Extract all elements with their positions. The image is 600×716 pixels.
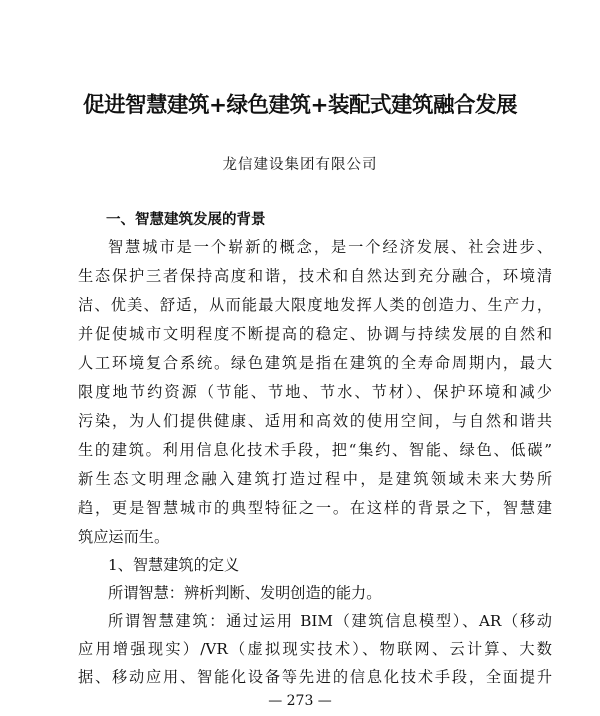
definition-wisdom: 所谓智慧：辨析判断、发明创造的能力。: [108, 584, 382, 602]
paragraph-line: 污染，为人们提供健康、适用和高效的使用空间，与自然和谐共: [78, 412, 552, 430]
paragraph-line: 限度地节约资源（节能、节地、节水、节材）、保护环境和减少: [78, 383, 552, 401]
paragraph-line: 新生态文明理念融入建筑打造过程中，是建筑领域未来大势所: [78, 470, 552, 488]
paragraph-line: 所谓智慧建筑：通过运用 BIM（建筑信息模型）、AR（移动: [108, 612, 552, 630]
paragraph-line: 人工环境复合系统。绿色建筑是指在建筑的全寿命周期内，最大: [78, 354, 552, 372]
subheading-definition: 1、智慧建筑的定义: [108, 556, 240, 574]
paragraph-line: 据、移动应用、智能化设备等先进的信息化技术手段，全面提升: [78, 668, 552, 686]
paragraph-line: 并促使城市文明程度不断提高的稳定、协调与持续发展的自然和: [78, 325, 552, 343]
paragraph-line: 生的建筑。利用信息化技术手段，把“集约、智能、绿色、低碳”: [78, 441, 552, 459]
section-heading: 一、智慧建筑发展的背景: [106, 212, 266, 228]
paragraph-line: 洁、优美、舒适，从而能最大限度地发挥人类的创造力、生产力，: [78, 296, 552, 314]
paragraph-line: 筑应运而生。: [78, 528, 170, 546]
page-number: — 273 —: [268, 693, 332, 709]
paragraph-line: 智慧城市是一个崭新的概念，是一个经济发展、社会进步、: [108, 238, 552, 256]
paragraph-line: 生态保护三者保持高度和谐，技术和自然达到充分融合，环境清: [78, 267, 552, 285]
paragraph-line: 趋，更是智慧城市的典型特征之一。在这样的背景之下，智慧建: [78, 499, 552, 517]
page-title: 促进智慧建筑+绿色建筑+装配式建筑融合发展: [82, 93, 518, 118]
paragraph-line: 应用增强现实）/VR（虚拟现实技术）、物联网、云计算、大数: [78, 640, 552, 658]
author-organization: 龙信建设集团有限公司: [222, 157, 378, 173]
